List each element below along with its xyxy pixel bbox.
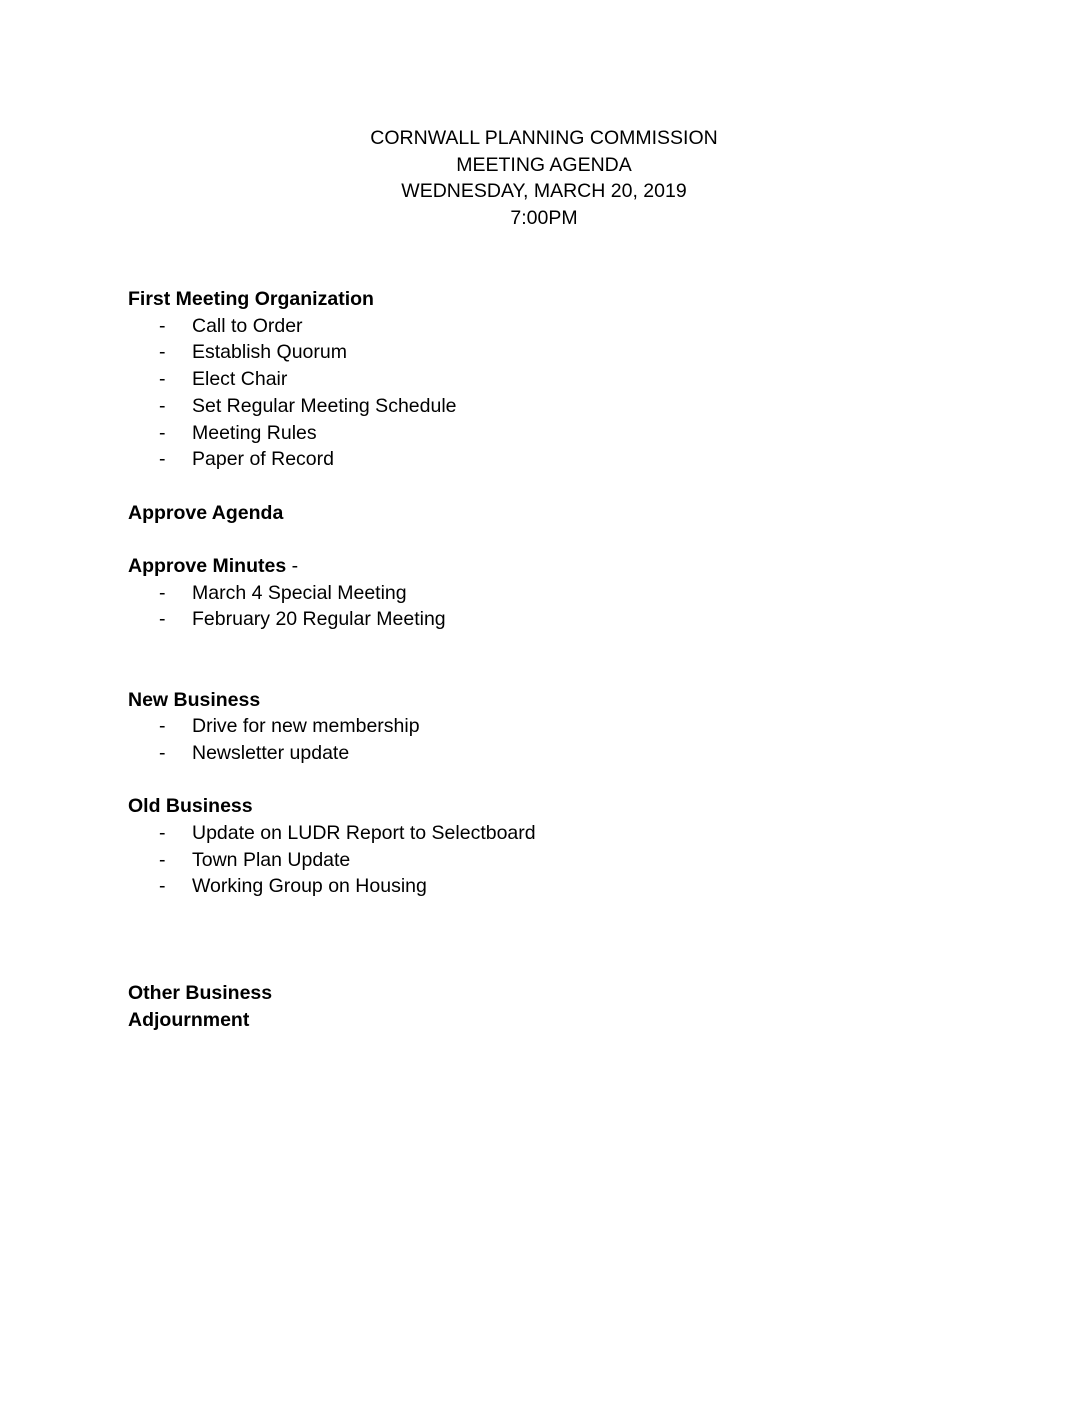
list-item: - February 20 Regular Meeting bbox=[128, 606, 988, 633]
section-approve-agenda bbox=[128, 500, 988, 527]
section-title: Old Business bbox=[128, 795, 253, 818]
list-item: - Drive for new membership bbox=[128, 713, 988, 740]
commission-name: CORNWALL PLANNING COMMISSION bbox=[370, 127, 718, 149]
meeting-date: WEDNESDAY, MARCH 20, 2019 bbox=[401, 180, 687, 203]
list-item: - Newsletter update bbox=[128, 740, 988, 767]
item-list bbox=[128, 580, 988, 633]
section-title: Approve Minutes - bbox=[128, 555, 299, 577]
agenda-header bbox=[0, 125, 1088, 231]
list-item: - Meeting Rules bbox=[128, 420, 988, 447]
spacer bbox=[128, 767, 988, 794]
section-approve-minutes bbox=[128, 553, 988, 633]
section-old-business bbox=[128, 793, 988, 900]
bullet-dash: - bbox=[159, 394, 166, 417]
item-list bbox=[128, 820, 988, 900]
section-title: Approve Agenda bbox=[128, 501, 284, 524]
item-list bbox=[128, 313, 988, 473]
section-title: Adjournment bbox=[128, 1008, 250, 1031]
list-item: - Set Regular Meeting Schedule bbox=[128, 393, 988, 420]
bullet-dash: - bbox=[159, 341, 166, 364]
spacer bbox=[128, 900, 988, 980]
section-first-meeting-organization bbox=[128, 286, 988, 473]
bullet-dash: - bbox=[159, 368, 166, 391]
list-item: - Working Group on Housing bbox=[128, 873, 988, 900]
list-item: - Paper of Record bbox=[128, 446, 988, 473]
list-item: - March 4 Special Meeting bbox=[128, 580, 988, 607]
list-item: - Town Plan Update bbox=[128, 847, 988, 874]
bullet-dash: - bbox=[159, 581, 166, 604]
list-item: - Elect Chair bbox=[128, 366, 988, 393]
bullet-dash: - bbox=[159, 741, 166, 764]
bullet-dash: - bbox=[159, 608, 166, 631]
section-other-business bbox=[128, 980, 988, 1007]
bullet-dash: - bbox=[159, 848, 166, 871]
bullet-dash: - bbox=[159, 314, 166, 337]
bullet-dash: - bbox=[159, 822, 166, 844]
bullet-dash: - bbox=[159, 875, 166, 898]
section-adjournment bbox=[128, 1007, 988, 1034]
meeting-time: 7:00PM bbox=[510, 206, 578, 229]
section-title: First Meeting Organization bbox=[128, 288, 374, 310]
bullet-dash: - bbox=[159, 421, 166, 444]
bullet-dash: - bbox=[159, 715, 166, 738]
agenda-body bbox=[128, 286, 988, 1034]
section-new-business bbox=[128, 687, 988, 767]
section-title: New Business bbox=[128, 688, 261, 711]
list-item: - Establish Quorum bbox=[128, 339, 988, 366]
list-item: - Call to Order bbox=[128, 313, 988, 340]
item-list bbox=[128, 713, 988, 766]
bullet-dash: - bbox=[159, 448, 166, 471]
spacer bbox=[128, 633, 988, 686]
spacer bbox=[128, 473, 988, 500]
document-title: MEETING AGENDA bbox=[456, 153, 632, 176]
section-title: Other Business bbox=[128, 982, 273, 1005]
spacer bbox=[128, 526, 988, 553]
list-item: - Update on LUDR Report to Selectboard bbox=[128, 820, 988, 847]
